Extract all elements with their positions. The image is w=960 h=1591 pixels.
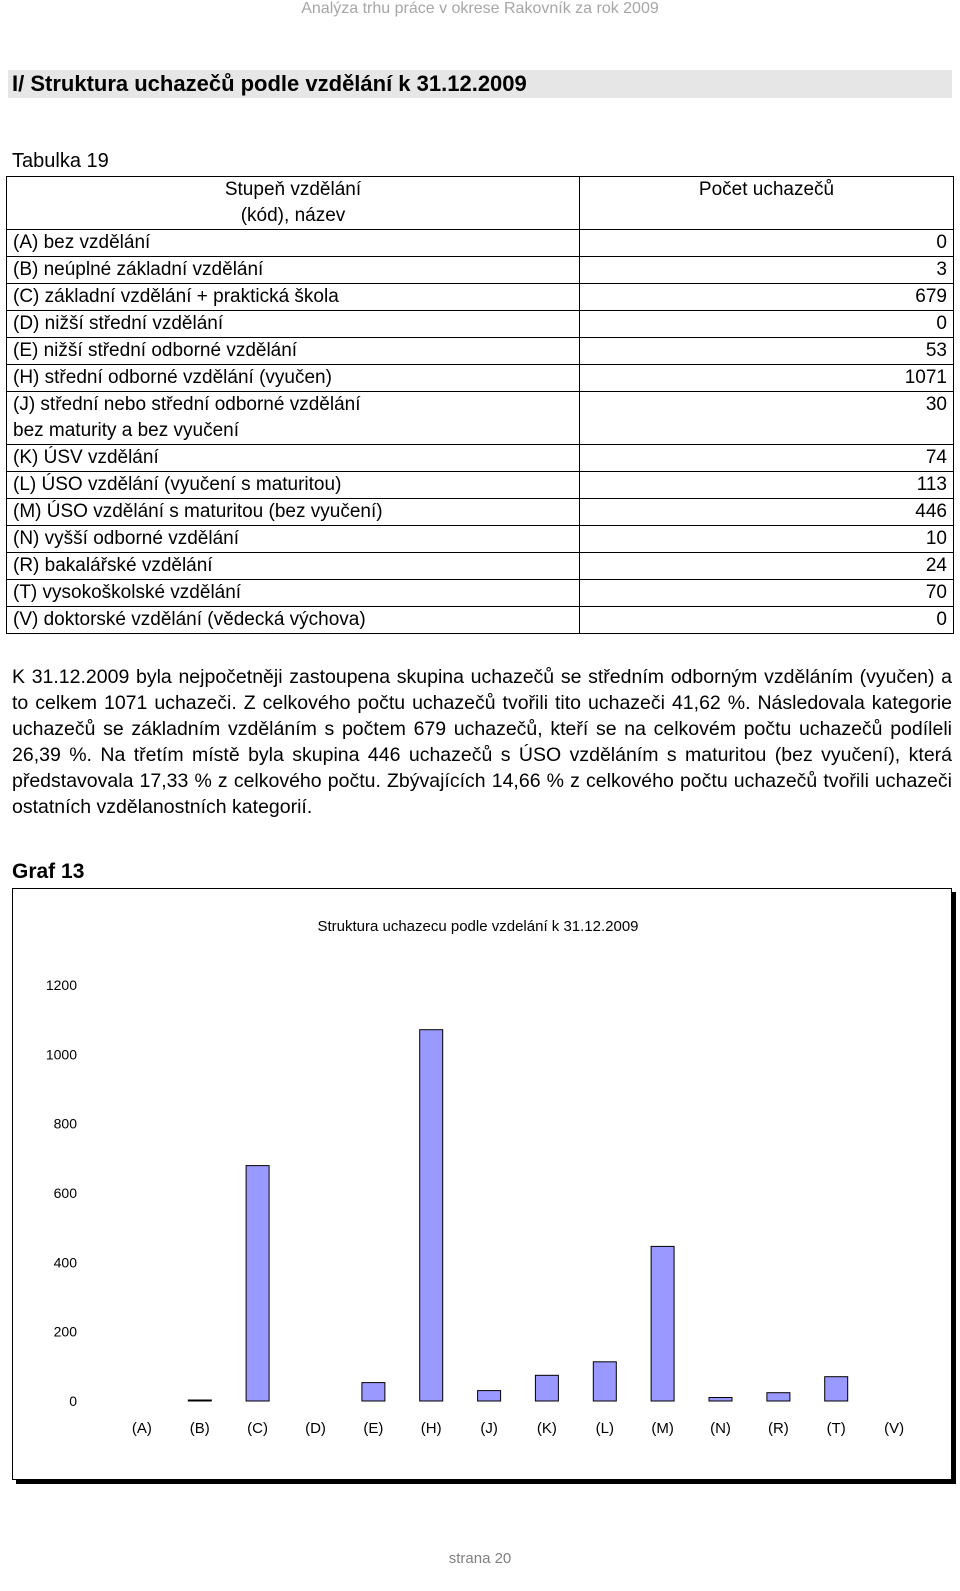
chart-y-axis [46,977,77,1409]
header-education-level [7,177,580,230]
bar [478,1391,501,1401]
applicant-count-cell: 10 [580,526,954,553]
education-level-cell [7,284,580,311]
applicant-count-cell: 446 [580,499,954,526]
education-level-label: (R) bakalářské vzdělání [13,555,213,576]
x-tick-label: (A) [131,1420,152,1437]
education-level-label: (L) ÚSO vzdělání (vyučení s maturitou) [13,474,342,495]
applicant-count-cell: 113 [580,472,954,499]
education-table [6,176,954,634]
bar [420,1030,443,1401]
applicant-count-cell: 0 [580,311,954,338]
table-row [7,311,954,338]
x-tick-label: (K) [536,1420,557,1437]
bar [535,1375,558,1401]
education-level-cell [7,553,580,580]
x-tick-label: (R) [767,1420,789,1437]
y-tick-label: 0 [69,1393,77,1409]
bar [825,1377,848,1401]
y-tick-label: 800 [53,1115,77,1132]
y-tick-label: 1000 [45,1046,77,1063]
y-tick-label: 400 [53,1254,77,1271]
applicant-count-cell: 0 [580,607,954,634]
table-header-row [7,177,954,230]
education-level-label: (K) ÚSV vzdělání [13,447,159,468]
education-level-cell [7,257,580,284]
graph-caption: Graf 13 [12,860,85,883]
chart-bars [188,1030,847,1401]
applicant-count-cell: 1071 [580,365,954,392]
x-tick-label: (D) [305,1420,326,1437]
chart-x-axis [132,1420,904,1437]
education-level-label: (C) základní vzdělání + praktická škola [13,286,339,307]
x-tick-label: (C) [247,1420,269,1437]
x-tick-label: (E) [363,1420,384,1437]
page-footer: strana 20 [448,1550,512,1567]
header-education-level-line2: (kód), název [240,205,346,226]
education-level-cell [7,311,580,338]
education-level-label: (T) vysokoškolské vzdělání [13,582,242,603]
education-level-label: (A) bez vzdělání [13,232,151,253]
education-level-label-cont: bez maturity a bez vyučení [13,420,239,441]
applicant-count-cell: 74 [580,445,954,472]
bar [593,1362,616,1401]
table-row [7,472,954,499]
header-applicant-count: Počet uchazečů [580,177,954,230]
table-row [7,580,954,607]
applicant-count-cell: 679 [580,284,954,311]
x-tick-label: (N) [710,1420,731,1437]
education-level-cell [7,607,580,634]
y-tick-label: 200 [53,1323,77,1340]
table-row [7,230,954,257]
education-level-cell [7,230,580,257]
education-level-cell [7,580,580,607]
bar-chart [13,889,951,1479]
x-tick-label: (J) [480,1420,498,1437]
x-tick-label: (L) [595,1420,614,1437]
bar [362,1383,385,1401]
x-tick-label: (H) [420,1420,442,1437]
x-tick-label: (T) [826,1420,846,1437]
education-level-cell [7,392,580,445]
education-level-label: (H) střední odborné vzdělání (vyučen) [13,367,332,388]
x-tick-label: (M) [651,1420,674,1437]
education-level-label: (V) doktorské vzdělání (vědecká výchova) [13,609,366,630]
table-row [7,365,954,392]
bar [246,1166,269,1401]
bar [767,1393,790,1401]
table-body [7,230,954,634]
bar [651,1246,674,1401]
table-row [7,526,954,553]
education-level-label: (D) nižší střední vzdělání [13,313,224,334]
table-row [7,284,954,311]
chart-title: Struktura uchazecu podle vzdelání k 31.12.2009 [317,918,639,935]
table-row [7,499,954,526]
applicant-count-cell: 53 [580,338,954,365]
section-heading: I/ Struktura uchazečů podle vzdělání k 31.12.2009 [8,70,952,98]
applicant-count-cell: 70 [580,580,954,607]
table-row [7,445,954,472]
table-caption: Tabulka 19 [12,150,109,172]
table-row [7,257,954,284]
education-level-cell [7,445,580,472]
education-level-label: (E) nižší střední odborné vzdělání [13,340,298,361]
table-row [7,392,954,445]
applicant-count-cell: 24 [580,553,954,580]
education-level-cell [7,365,580,392]
summary-paragraph: K 31.12.2009 byla nejpočetněji zastoupena skupina uchazečů se středním odborným vzděláním (vyučen) a to celkem 1071 uchazeči. Z celkového počtu uchazečů tvořili tito uchazeči 41,62 %. Následovala kategorie uchazečů se základním vzděláním s počtem 679 uchazečů, kteří se na celkovém počtu uchazečů podíleli 26,39 %. Na třetím místě byla skupina 446 uchazečů s ÚSO vzděláním s maturitou (bez vyučení), která představovala 17,33 % z celkového počtu. Zbývajících 14,66 % z celkového počtu uchazečů tvořili uchazeči ostatních vzdělanostních kategorií. [12,666,952,818]
running-header: Analýza trhu práce v okrese Rakovník za rok 2009 [301,0,659,17]
table-row [7,553,954,580]
education-level-cell [7,338,580,365]
x-tick-label: (V) [884,1420,905,1437]
table-row [7,338,954,365]
header-education-level-line1: Stupeň vzdělání [224,179,362,200]
education-level-label: (M) ÚSO vzdělání s maturitou (bez vyučení) [13,501,383,522]
education-level-label: (J) střední nebo střední odborné vzdělání [13,394,361,415]
applicant-count-cell: 0 [580,230,954,257]
y-tick-label: 1200 [45,977,77,993]
y-tick-label: 600 [53,1185,77,1201]
education-level-cell [7,499,580,526]
table-row [7,607,954,634]
education-level-cell [7,526,580,553]
applicant-count-cell: 3 [580,257,954,284]
applicant-count-cell: 30 [580,392,954,445]
education-level-label: (N) vyšší odborné vzdělání [13,528,239,549]
education-level-cell [7,472,580,499]
bar [188,1400,211,1401]
education-level-label: (B) neúplné základní vzdělání [13,259,264,280]
x-tick-label: (B) [189,1420,210,1437]
chart-frame [12,888,952,1480]
bar [709,1398,732,1402]
